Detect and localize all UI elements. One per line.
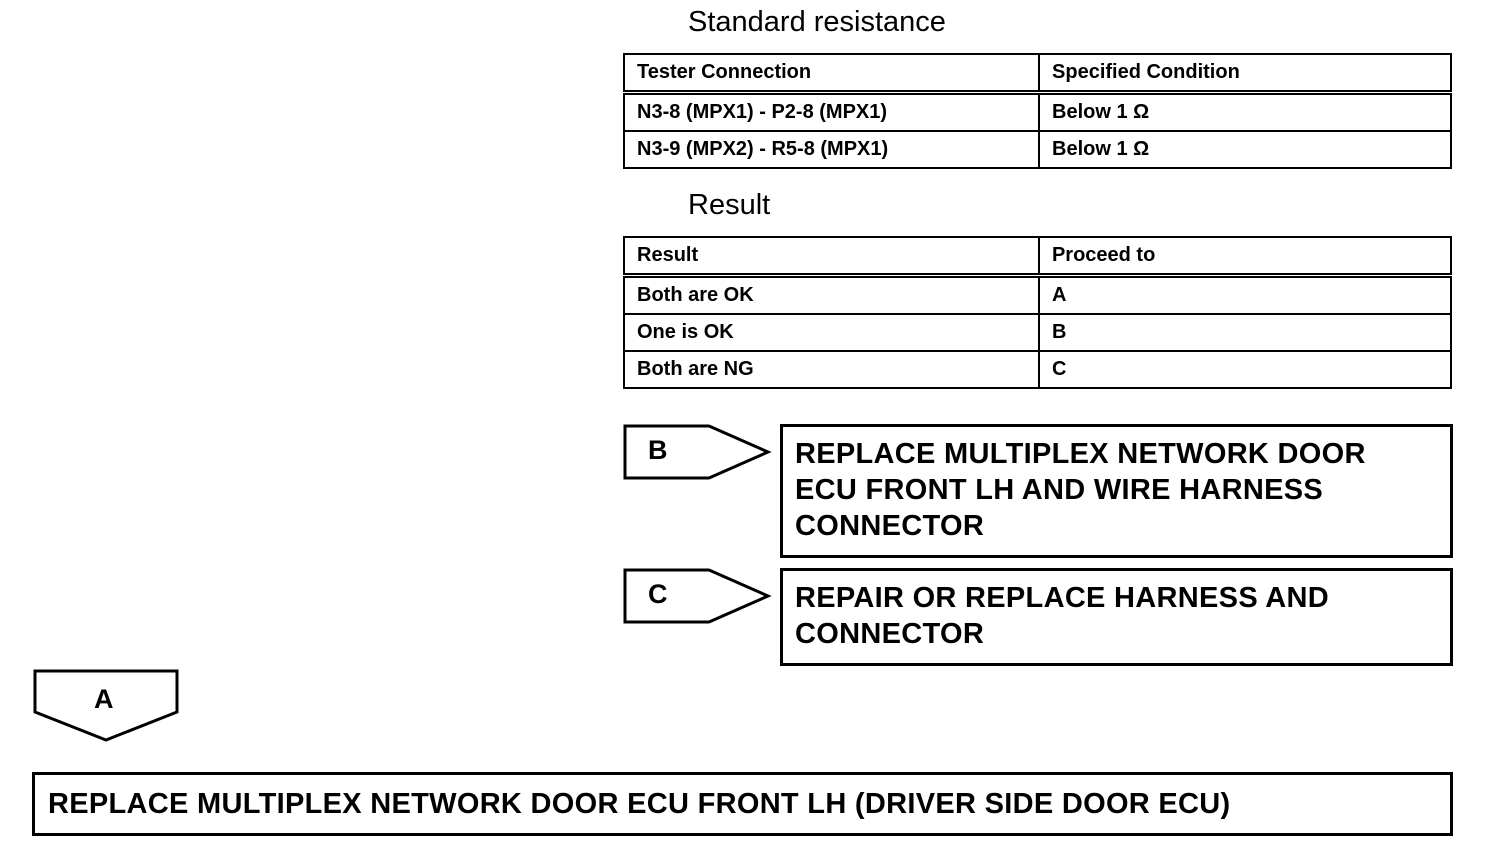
specified-condition-cell: Below 1 Ω xyxy=(1039,93,1451,132)
branch-c-label: C xyxy=(648,579,668,609)
branch-c-action-box xyxy=(780,568,1453,666)
table-row xyxy=(624,131,1451,168)
column-header: Tester Connection xyxy=(624,54,1039,93)
tester-connection-cell: N3-8 (MPX1) - P2-8 (MPX1) xyxy=(624,93,1039,132)
column-header: Proceed to xyxy=(1039,237,1451,276)
branch-c-arrow xyxy=(623,568,773,624)
right-arrow-shape xyxy=(623,568,773,624)
branch-a-label: A xyxy=(94,684,114,714)
standard-resistance-table xyxy=(623,53,1452,169)
proceed-to-cell: B xyxy=(1039,314,1451,351)
action-line: ECU FRONT LH AND WIRE HARNESS xyxy=(795,474,1324,506)
tester-connection-cell: N3-9 (MPX2) - R5-8 (MPX1) xyxy=(624,131,1039,168)
result-cell: One is OK xyxy=(624,314,1039,351)
action-line: CONNECTOR xyxy=(795,510,985,542)
proceed-to-cell: C xyxy=(1039,351,1451,388)
table-row xyxy=(624,93,1451,132)
proceed-to-cell: A xyxy=(1039,276,1451,315)
table-row xyxy=(624,276,1451,315)
branch-b-label: B xyxy=(648,435,668,465)
result-title: Result xyxy=(688,189,771,221)
branch-a-action-box xyxy=(32,772,1453,836)
result-cell: Both are OK xyxy=(624,276,1039,315)
action-line: CONNECTOR xyxy=(795,618,985,650)
column-header: Specified Condition xyxy=(1039,54,1451,93)
specified-condition-cell: Below 1 Ω xyxy=(1039,131,1451,168)
branch-b-arrow xyxy=(623,424,773,480)
table-row xyxy=(624,314,1451,351)
table-row xyxy=(624,351,1451,388)
standard-resistance-title: Standard resistance xyxy=(688,6,946,38)
column-header: Result xyxy=(624,237,1039,276)
action-line: REPLACE MULTIPLEX NETWORK DOOR xyxy=(795,438,1366,470)
action-line: REPLACE MULTIPLEX NETWORK DOOR ECU FRONT LH (DRIVER SIDE DOOR ECU) xyxy=(48,788,1231,820)
right-arrow-shape xyxy=(623,424,773,480)
result-cell: Both are NG xyxy=(624,351,1039,388)
result-table xyxy=(623,236,1452,389)
table-header-row xyxy=(624,237,1451,276)
branch-b-action-box xyxy=(780,424,1453,558)
action-line: REPAIR OR REPLACE HARNESS AND xyxy=(795,582,1329,614)
table-header-row xyxy=(624,54,1451,93)
branch-a-arrow xyxy=(33,669,179,743)
